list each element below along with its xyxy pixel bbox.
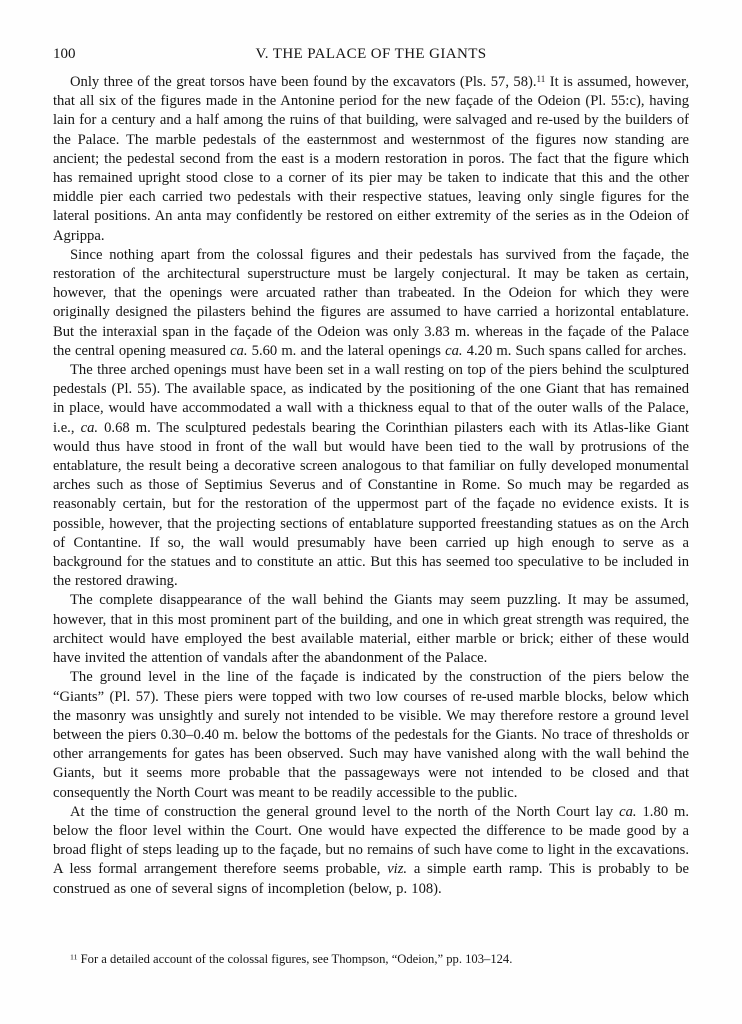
superscript-ref: 11 (70, 952, 78, 962)
text-run: For a detailed account of the colossal figures, see Thompson, “Odeion,” pp. 103–124. (77, 952, 513, 966)
paragraph (53, 73, 689, 246)
text-run: 0.68 m. The sculptured pedestals bearing the Corinthian pilasters each with its Atlas-like Giant would thus have stood in front of the wall but would have been tied to the wall by protrusions of the entablature, the result being a decorative screen analogous to that familiar on fully developed monumental arches such as those of Septimius Severus and of Constantine in Rome. So much may be regarded as reasonably certain, but for the restoration of the uppermost part of the façade no evidence exists. It is possible, however, that the projecting sections of entablature supported freestanding statues as on the Arch of Contantine. If so, the wall would presumably have been carried up high enough to serve as a background for the statues and to constitute an attic. But this has seemed too speculative to be included in the restored drawing. (53, 419, 689, 590)
text-run: Since nothing apart from the colossal figures and their pedestals has survived from the façade, the restoration of the architectural superstructure must be largely conjectural. It may be taken as certain, however, that the openings were arcuated rather than trabeated. In the Odeion for which they were originally designed the pilasters behind the figures are assumed to have carried a horizontal entablature. But the interaxial span in the façade of the Odeion was only 3.83 m. whereas in the façade of the Palace the central opening measured (53, 246, 689, 359)
text-run: It is assumed, however, that all six of the figures made in the Antonine period for the new façade of the Odeion (Pl. 55:c), having lain for a century and a half among the ruins of that building, were salvaged and re-used by the builders of the Palace. The marble pedestals of the easternmost and westernmost of the figures now standing are ancient; the pedestal second from the east is a modern restoration in poros. The fact that the figure which has remained upright stood close to a corner of its pier may be taken to indicate that this and the other middle pier each carried two pedestals with their respective statues, leaving only single figures for the lateral positions. An anta may confidently be restored on either extremity of the series as in the Odeion of Agrippa. (53, 74, 689, 244)
text-run: ca. (619, 803, 637, 820)
body-text (53, 73, 689, 899)
paragraph (53, 591, 689, 668)
text-run: Only three of the great torsos have been found by the excavators (Pls. 57, 58). (70, 74, 537, 90)
text-run: ca. (230, 342, 248, 359)
text-run: The ground level in the line of the façade is indicated by the construction of the piers below the “Giants” (Pl. 57). These piers were topped with two low courses of re-used marble blocks, below which the masonry was unsightly and surely not intended to be visible. We may therefore restore a ground level between the piers 0.30–0.40 m. below the bottoms of the pedestals for the Giants. No trace of thresholds or other arrangements for gates has been observed. Such may have vanished along with the wall behind the Giants, but it seems more probable that the passageways were not intended to be closed and that consequently the North Court was meant to be readily accessible to the public. (53, 669, 689, 801)
footnote-text (70, 952, 512, 966)
superscript-ref: 11 (536, 73, 546, 84)
paragraph (53, 803, 689, 899)
text-run: viz. (387, 861, 408, 878)
text-run: ca. (445, 342, 463, 359)
paragraph (53, 668, 689, 802)
text-run: At the time of construction the general ground level to the north of the North Court lay (70, 803, 620, 820)
chapter-title: V. THE PALACE OF THE GIANTS (255, 46, 487, 62)
text-run: 5.60 m. and the lateral openings (247, 342, 446, 359)
paragraph (53, 246, 689, 361)
text-run: The complete disappearance of the wall behind the Giants may seem puzzling. It may be assumed, however, that in this most prominent part of the building, and one in which great strength was required, the architect would have employed the best available material, either marble or brick; either of these would have invited the attention of vandals after the abandonment of the Palace. (53, 592, 689, 667)
running-head (53, 45, 689, 63)
text-run: 1.80 m. below the floor level within the Court. One would have expected the difference to be made good by a broad flight of steps leading up to the façade, but no remains of such have come to light in the excavations. A less formal arrangement therefore seems probable, (53, 803, 689, 878)
text-run: ca. (80, 419, 99, 436)
paragraph (53, 361, 689, 591)
footnote (53, 951, 689, 967)
text-run: a simple earth ramp. This is probably to be construed as one of several signs of incompletion (below, p. 108). (53, 861, 689, 897)
text-run: The three arched openings must have been set in a wall resting on top of the piers behind the sculptured pedestals (Pl. 55). The available space, as indicated by the positioning of the one Giant that has remained in place, would have accommodated a wall with a thickness equal to that of the outer walls of the Palace, i.e., (53, 362, 689, 436)
text-run: 4.20 m. Such spans called for arches. (462, 342, 687, 359)
page-number: 100 (53, 46, 76, 62)
